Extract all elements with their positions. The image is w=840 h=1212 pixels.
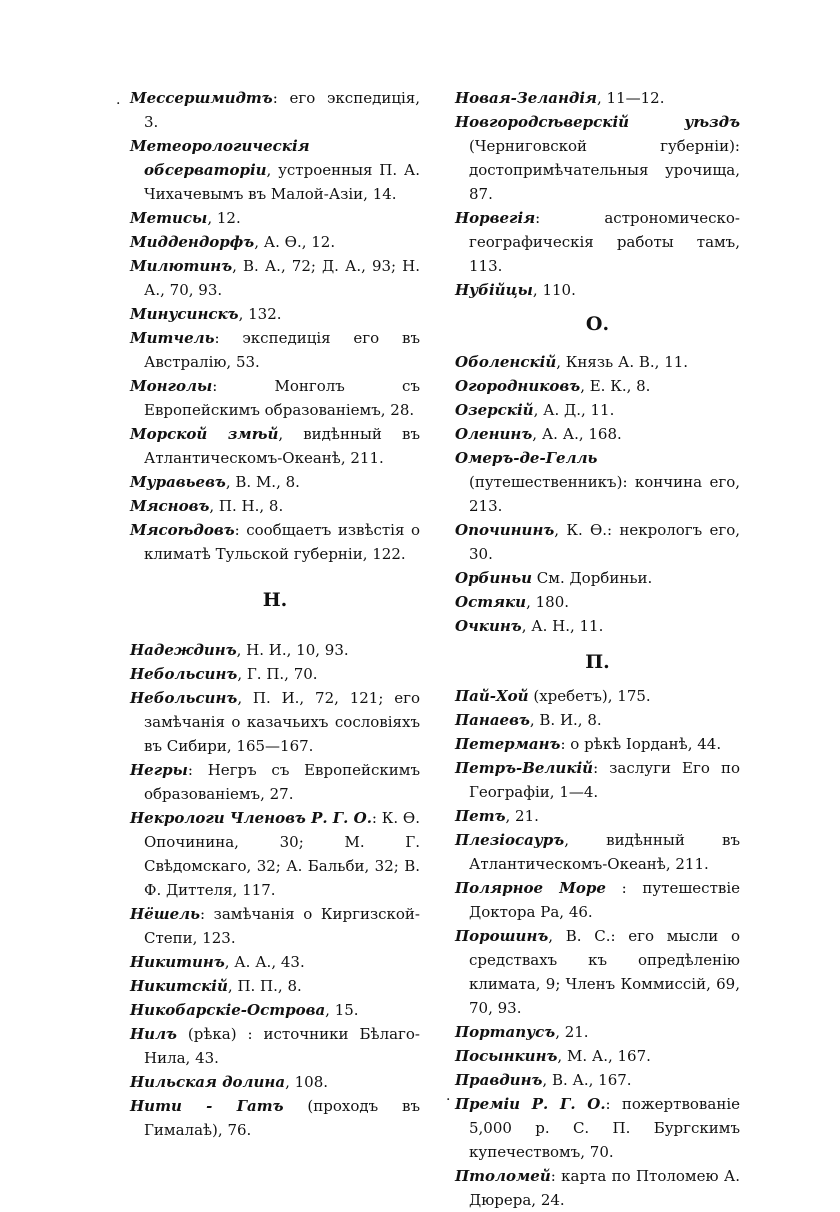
section-letter-p: П. (585, 651, 610, 673)
entry-headword: Панаевъ (455, 711, 530, 729)
entry-headword: Полярное Море (455, 879, 606, 897)
entry-text: : экспедиція его въ Австралію, 53. (144, 329, 420, 371)
entry-text: : замѣчанія о Киргизской-Степи, 123. (144, 905, 420, 947)
entry-headword: Нити - Гатъ (130, 1097, 284, 1115)
entry-text: : карта по Птоломею А. Дюрера, 24. (469, 1167, 740, 1209)
entry-headword: Негры (130, 761, 188, 779)
index-entry (130, 254, 420, 302)
entry-headword: Плезіосауръ (455, 831, 565, 849)
entry-text: , В. М., 8. (225, 473, 300, 491)
entry-headword: Норвегія (455, 209, 536, 227)
entry-headword: Петерманъ (455, 735, 561, 753)
entry-text: , М. А., 167. (557, 1047, 651, 1065)
index-entry (455, 924, 740, 1020)
entry-text: , Н. И., 10, 93. (236, 641, 349, 659)
index-section-p (455, 684, 740, 1212)
index-entry (130, 662, 420, 686)
entry-text: : путешествіе Доктора Ра, 46. (469, 879, 740, 921)
index-entry (130, 86, 420, 134)
entry-headword: Преміи Р. Г. О. (455, 1095, 606, 1113)
index-section-n-continued (455, 86, 740, 302)
entry-headword: Мясоѣдовъ (130, 521, 235, 539)
entry-headword: Птоломей (455, 1167, 551, 1185)
index-entry (455, 684, 740, 708)
index-entry (455, 756, 740, 804)
index-entry (130, 326, 420, 374)
entry-text: : пожертвованіе 5,000 р. С. П. Бургскимъ купечествомъ, 70. (469, 1095, 740, 1161)
entry-headword: Омеръ-де-Гелль (455, 449, 598, 467)
entry-text: (путешественникъ): кончина его, 213. (469, 473, 740, 515)
index-entry (455, 804, 740, 828)
entry-headword: Нубійцы (455, 281, 533, 299)
index-entry (455, 732, 740, 756)
entry-text: , 132. (238, 305, 282, 323)
entry-headword: Посынкинъ (455, 1047, 558, 1065)
section-letter-o: О. (585, 313, 610, 335)
entry-headword: Милютинъ (130, 257, 233, 275)
index-entry (130, 494, 420, 518)
index-entry (455, 398, 740, 422)
index-entry (130, 998, 420, 1022)
entry-headword: Очкинъ (455, 617, 522, 635)
entry-text: : Негръ съ Европейскимъ образованіемъ, 27. (144, 761, 420, 803)
index-section-n (130, 638, 420, 1142)
entry-headword: Нёшель (130, 905, 201, 923)
entry-text: , А. Д., 11. (533, 401, 615, 419)
index-entry (130, 518, 420, 566)
entry-headword: Никитскій (130, 977, 228, 995)
print-mark: . (116, 92, 121, 108)
index-entry (455, 566, 740, 590)
entry-headword: Никобарскіе-Острова (130, 1001, 326, 1019)
index-entry (130, 470, 420, 494)
entry-headword: Небольсинъ (130, 665, 238, 683)
entry-text: , П. П., 8. (227, 977, 302, 995)
entry-text: , устроенныя П. А. Чихачевымъ въ Малой-Азіи, 14. (144, 161, 420, 203)
entry-headword: Небольсинъ (130, 689, 238, 707)
entry-headword: Портапусъ (455, 1023, 556, 1041)
index-entry (130, 302, 420, 326)
index-entry (455, 422, 740, 446)
entry-text: : сообщаетъ извѣстія о климатѣ Тульской губерніи, 122. (144, 521, 420, 563)
entry-headword: Мясновъ (130, 497, 210, 515)
left-column (130, 86, 420, 1142)
index-entry (455, 518, 740, 566)
index-entry (130, 1070, 420, 1094)
entry-headword: Новгородсѣверскій уѣздъ (455, 113, 740, 131)
index-entry (130, 638, 420, 662)
entry-headword: Морской змѣй (130, 425, 279, 443)
right-column (455, 86, 740, 1212)
entry-text: , 108. (285, 1073, 329, 1091)
index-entry (130, 902, 420, 950)
index-entry (455, 206, 740, 278)
index-entry (455, 1020, 740, 1044)
entry-text: , 12. (207, 209, 241, 227)
entry-text: , 110. (532, 281, 576, 299)
entry-text: , В. А., 72; Д. А., 93; Н. А., 70, 93. (144, 257, 420, 299)
entry-text: , Е. К., 8. (580, 377, 651, 395)
entry-headword: Никитинъ (130, 953, 225, 971)
entry-headword: Порошинъ (455, 927, 549, 945)
entry-headword: Митчель (130, 329, 215, 347)
index-entry (455, 1092, 740, 1164)
index-entry (455, 876, 740, 924)
entry-text: , А. А., 168. (532, 425, 622, 443)
entry-headword: Некрологи Членовъ Р. Г. О. (130, 809, 372, 827)
entry-headword: Муравьевъ (130, 473, 226, 491)
index-entry (130, 206, 420, 230)
entry-headword: Миддендорфъ (130, 233, 255, 251)
index-entry (455, 374, 740, 398)
entry-text: (Черниговской губерніи): достопримѣчательныя урочища, 87. (469, 137, 740, 203)
index-entry (455, 86, 740, 110)
entry-headword: Остяки (455, 593, 527, 611)
index-entry (130, 374, 420, 422)
entry-headword: Петъ (455, 807, 506, 825)
entry-text: , видѣнный въ Атлантическомъ-Океанѣ, 211. (469, 831, 740, 873)
index-entry (130, 950, 420, 974)
entry-text: , В. С.: его мысли о средствахъ къ опредѣленію климата, 9; Членъ Коммиссій, 69, 70, 93. (469, 927, 740, 1017)
entry-headword: Монголы (130, 377, 213, 395)
print-mark: · (446, 1092, 451, 1108)
entry-text: : К. Ѳ. Опочинина, 30; М. Г. Свѣдомскаго, 32; А. Бальби, 32; В. Ф. Диттеля, 117. (144, 809, 420, 899)
entry-text: , 15. (325, 1001, 359, 1019)
entry-text: (проходъ въ Гималаѣ), 76. (144, 1097, 420, 1139)
entry-text: , П. Н., 8. (209, 497, 284, 515)
index-entry (455, 446, 740, 518)
index-entry (130, 1094, 420, 1142)
entry-text: (рѣка) : источники Бѣлаго-Нила, 43. (144, 1025, 420, 1067)
entry-text: , А. А., 43. (224, 953, 305, 971)
entry-headword: Озерскій (455, 401, 534, 419)
entry-headword: Оболенскій (455, 353, 557, 371)
entry-headword: Метисы (130, 209, 208, 227)
entry-headword: Оленинъ (455, 425, 533, 443)
entry-text: , К. Ѳ.: некрологъ его, 30. (469, 521, 740, 563)
entry-text: , 11—12. (596, 89, 665, 107)
index-entry (130, 758, 420, 806)
entry-text: , В. И., 8. (529, 711, 602, 729)
entry-text: (хребетъ), 175. (528, 687, 651, 705)
entry-headword: Огородниковъ (455, 377, 581, 395)
index-entry (130, 134, 420, 206)
entry-headword: Пай-Хой (455, 687, 529, 705)
entry-headword: Нильская долина (130, 1073, 286, 1091)
entry-headword: Нилъ (130, 1025, 177, 1043)
entry-text: , 21. (505, 807, 539, 825)
entry-text: , 21. (555, 1023, 589, 1041)
entry-text: , Князь А. В., 11. (556, 353, 689, 371)
entry-text: : астрономическо-географическія работы тамъ, 113. (469, 209, 740, 275)
index-entry (455, 1068, 740, 1092)
entry-headword: Правдинъ (455, 1071, 543, 1089)
index-entry (455, 828, 740, 876)
index-entry (455, 1164, 740, 1212)
index-entry (130, 686, 420, 758)
index-entry (455, 110, 740, 206)
entry-text: : заслуги Его по Географіи, 1—4. (469, 759, 740, 801)
entry-text: , 180. (526, 593, 570, 611)
entry-text: , В. А., 167. (542, 1071, 632, 1089)
index-entry (455, 350, 740, 374)
entry-headword: Мессершмидтъ (130, 89, 273, 107)
entry-headword: Минусинскъ (130, 305, 239, 323)
entry-text: : Монголъ съ Европейскимъ образованіемъ, 28. (144, 377, 420, 419)
entry-text: См. Дорбиньи. (532, 569, 653, 587)
entry-headword: Опочининъ (455, 521, 555, 539)
index-entry (455, 590, 740, 614)
index-section-o (455, 350, 740, 638)
entry-text: : его экспедиція, 3. (144, 89, 420, 131)
index-entry (130, 230, 420, 254)
entry-headword: Орбиньи (455, 569, 533, 587)
index-entry (455, 278, 740, 302)
entry-text: , А. Ѳ., 12. (254, 233, 336, 251)
index-entry (455, 708, 740, 732)
index-entry (455, 614, 740, 638)
index-entry (130, 806, 420, 902)
entry-text: , А. Н., 11. (521, 617, 604, 635)
entry-headword: Надеждинъ (130, 641, 237, 659)
index-entry (455, 1044, 740, 1068)
index-entry (130, 974, 420, 998)
entry-headword: Петръ-Великій (455, 759, 594, 777)
entry-headword: Метеорологическія обсерваторіи (130, 137, 310, 179)
entry-headword: Новая-Зеландія (455, 89, 597, 107)
section-letter-n: Н. (262, 589, 288, 611)
entry-text: , П. И., 72, 121; его замѣчанія о казачьихъ сословіяхъ въ Сибири, 165—167. (144, 689, 420, 755)
entry-text: : о рѣкѣ Іорданѣ, 44. (560, 735, 722, 753)
entry-text: , видѣнный въ Атлантическомъ-Океанѣ, 211. (144, 425, 420, 467)
index-section-m (130, 86, 420, 566)
index-entry (130, 422, 420, 470)
index-entry (130, 1022, 420, 1070)
entry-text: , Г. П., 70. (237, 665, 318, 683)
